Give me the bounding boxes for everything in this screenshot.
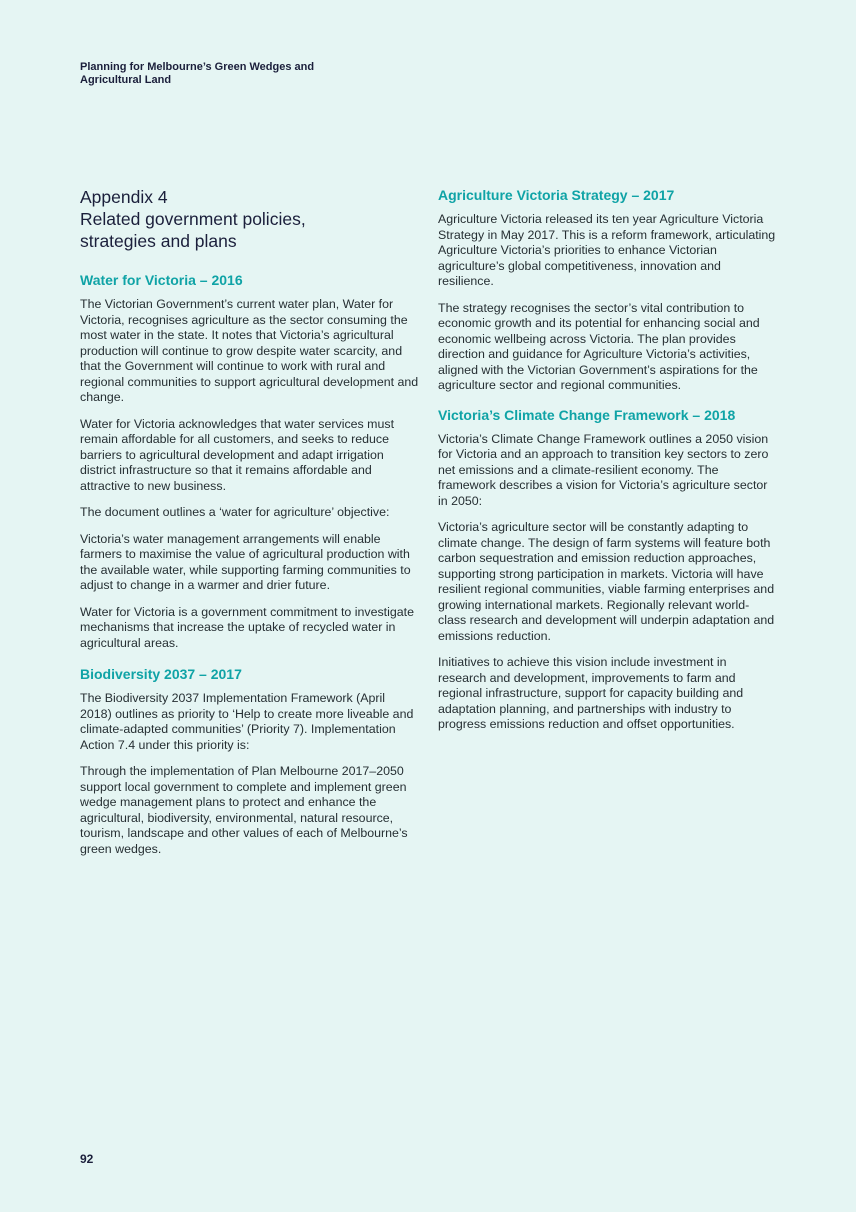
- appendix-label: Appendix 4: [80, 187, 168, 207]
- left-column: [80, 186, 420, 871]
- paragraph: Agriculture Victoria released its ten year Agriculture Victoria Strategy in May 2017. This is a reform framework, articulating Agriculture Victoria’s priorities to enhance Victorian agriculture’s global competitiveness, innovation and resilience.: [438, 212, 776, 288]
- appendix-title-line-2: strategies and plans: [80, 231, 237, 251]
- running-header: Planning for Melbourne’s Green Wedges and Agricultural Land: [80, 61, 315, 86]
- paragraph: Initiatives to achieve this vision include investment in research and development, improvements to farm and regional infrastructure, support for capacity building and adaptation planning, and partnerships with industry to progress emissions reduction and offset opportunities.: [438, 655, 744, 731]
- paragraph: Victoria’s Climate Change Framework outlines a 2050 vision for Victoria and an approach to transition key sectors to zero net emissions and a climate-resilient economy. The framework describes a vision for Victoria’s agriculture sector in 2050:: [438, 431, 769, 508]
- section-heading: Agriculture Victoria Strategy – 2017: [438, 187, 675, 203]
- appendix-title: [80, 186, 420, 252]
- paragraph: The strategy recognises the sector’s vital contribution to economic growth and its potential for enhancing social and economic wellbeing across Victoria. The plan provides direction and guidance for Agriculture Victoria’s activities, aligned with the Victorian Government’s aspirations for the agriculture sector and regional communities.: [438, 300, 760, 392]
- paragraph: The Victorian Government’s current water plan, Water for Victoria, recognises agriculture as the sector consuming the most water in the state. It notes that Victoria’s agricultural production will continue to grow despite water scarcity, and that the Government will continue to work with rural and regional communities to support agricultural development and change.: [80, 297, 419, 404]
- quoted-action: Through the implementation of Plan Melbourne 2017–2050 support local government to complete and implement green wedge management plans to protect and enhance the agricultural, biodiversity, environmental, natural resource, tourism, landscape and other values of each of Melbourne’s green wedges.: [80, 764, 408, 856]
- section-heading: Victoria’s Climate Change Framework – 2018: [438, 406, 736, 423]
- page-number: 92: [80, 1152, 94, 1166]
- paragraph: Water for Victoria is a government commitment to investigate mechanisms that increase the uptake of recycled water in agricultural areas.: [80, 604, 414, 650]
- section-heading: Water for Victoria – 2016: [80, 272, 243, 288]
- appendix-title-line-1: Related government policies,: [80, 209, 306, 229]
- section-biodiversity-2037: [80, 665, 420, 857]
- section-water-for-victoria: [80, 271, 420, 651]
- section-heading: Biodiversity 2037 – 2017: [80, 666, 242, 682]
- right-column: [438, 186, 776, 745]
- section-agriculture-victoria-strategy: [438, 186, 776, 394]
- section-climate-change-framework: [438, 406, 776, 733]
- paragraph: Water for Victoria acknowledges that water services must remain affordable for all customers, and seeks to reduce barriers to agricultural development and adapt irrigation district infrastructure so that it remains affordable and attractive to new business.: [80, 416, 395, 493]
- quoted-vision: Victoria’s agriculture sector will be constantly adapting to climate change. The design of farm systems will feature both carbon sequestration and emission reduction approaches, supporting strong participation in markets. Victoria will have resilient regional communities, viable farming enterprises and growing international markets. Regionally relevant world-class research and development will underpin adaptation and emissions reduction.: [438, 520, 775, 643]
- paragraph: The document outlines a ‘water for agriculture’ objective:: [80, 505, 390, 519]
- quoted-objective: Victoria’s water management arrangements will enable farmers to maximise the value of agricultural production with the available water, while supporting farming communities to adjust to change in a warmer and drier future.: [80, 531, 411, 592]
- paragraph: The Biodiversity 2037 Implementation Framework (April 2018) outlines as priority to ‘Help to create more liveable and climate-adapted communities’ (Priority 7). Implementation Action 7.4 under this priority is:: [80, 691, 414, 752]
